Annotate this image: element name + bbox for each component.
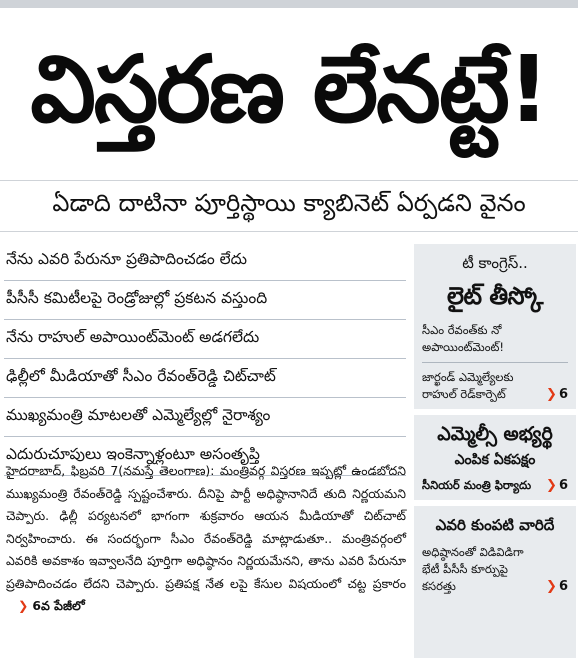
bullet-item: పీసీసీ కమిటీలపై రెండ్రోజుల్లో ప్రకటన వస్తుంది: [4, 281, 406, 320]
headline-block: [0, 10, 578, 170]
chevron-right-icon: ❯: [546, 579, 557, 594]
page-number: 6: [558, 387, 568, 402]
sidebar-box-factions: [414, 506, 576, 601]
page-number: 6: [558, 478, 568, 493]
bullet-item: ఢిల్లీలో మీడియాతో సీఎం రేవంత్‌రెడ్డి చిట్‌చాట్: [4, 359, 406, 398]
sidebar-heading: ఎమ్మెల్సీ అభ్యర్థి: [437, 423, 553, 445]
sidebar-kicker: టీ కాంగ్రెస్..: [462, 254, 528, 272]
sidebar-item-text: జార్ఖండ్ ఎమ్మెల్యేలకు రాహుల్ రెడ్‌కార్పెట్: [422, 370, 514, 401]
continued-link[interactable]: [18, 598, 85, 613]
sidebar-heading: ఎవరి కుంపటి వారిదే: [435, 516, 555, 534]
bullet-item: ముఖ్యమంత్రి మాటలతో ఎమ్మెల్యేల్లో నైరాశ్యం: [4, 398, 406, 437]
page-ref[interactable]: [546, 386, 568, 403]
page-number: 6: [558, 579, 568, 594]
bullet-item: నేను రాహుల్ అపాయింట్‌మెంట్ అడగలేదు: [4, 320, 406, 359]
chevron-right-icon: ❯: [18, 598, 29, 613]
sidebar-heading: ఎంపిక ఏకపక్షం: [454, 452, 536, 468]
bullet-item: నేను ఎవరి పేరునూ ప్రతిపాదించడం లేదు: [4, 242, 406, 281]
sidebar-title: లైట్ తీస్కో: [446, 282, 544, 310]
sidebar: [414, 244, 576, 658]
subheadline-text: ఏడాది దాటినా పూర్తిస్థాయి క్యాబినెట్ ఏర్పడని వైనం: [52, 189, 526, 217]
chevron-right-icon: ❯: [546, 478, 557, 493]
article-text: హైదరాబాద్, ఫిబ్రవరి 7(నమస్తే తెలంగాణ): మంత్రివర్గ విస్తరణ ఇప్పట్లో ఉండబోదని ముఖ్యమంత్రి రేవంత్‌రెడ్డి స్పష్టంచేశారు. దీనిపై పార్టీ అధిష్ఠానానిదే తుది నిర్ణయమని చెప్పారు. ఢిల్లీ పర్యటనలో భాగంగా శుక్రవారం ఆయన మీడియాతో చిట్‌చాట్ నిర్వహించారు. ఈ సందర్భంగా సీఎం రేవంత్‌రెడ్డి మాట్లాడుతూ.. మంత్రివర్గంలో ఎవరికి అవకాశం ఇవ్వాలనేది పూర్తిగా అధిష్ఠానం నిర్ణయమేనని, తాను ఎవరి పేరునూ ప్రతిపాదించడం లేదని చెప్పారు. ప్రతిపక్ష నేత లపై కేసుల విషయంలో చట్ట ప్రకారం: [6, 463, 406, 591]
sidebar-item: సీఎం రేవంత్‌కు నో అపాయింట్‌మెంట్!: [422, 322, 568, 363]
sidebar-item: [422, 369, 568, 409]
continued-label: 6వ పేజీలో: [32, 598, 85, 613]
sidebar-item: [422, 544, 568, 601]
bullet-item: ఎదురుచూపులు ఇంకెన్నాళ్లంటూ అసంతృప్తి: [4, 437, 406, 476]
top-rule: [0, 0, 578, 8]
headline: విస్తరణ లేనట్టే!: [30, 36, 548, 143]
sidebar-box-mlc: [414, 415, 576, 500]
subheadline: [0, 180, 578, 232]
bullet-list: [4, 242, 406, 476]
page-ref[interactable]: [546, 578, 568, 595]
sidebar-item-text: అధిష్ఠానంతో విడివిడిగా భేటీ పీసీసీ కూర్పుపై కసరత్తు: [422, 545, 524, 593]
sidebar-item-text: సీనియర్ మంత్రి ఫిర్యాదు: [422, 478, 532, 492]
page-ref[interactable]: [546, 477, 568, 494]
article-body: [6, 460, 406, 618]
sidebar-box-congress: [414, 244, 576, 409]
chevron-right-icon: ❯: [546, 387, 557, 402]
sidebar-item: [422, 477, 568, 500]
